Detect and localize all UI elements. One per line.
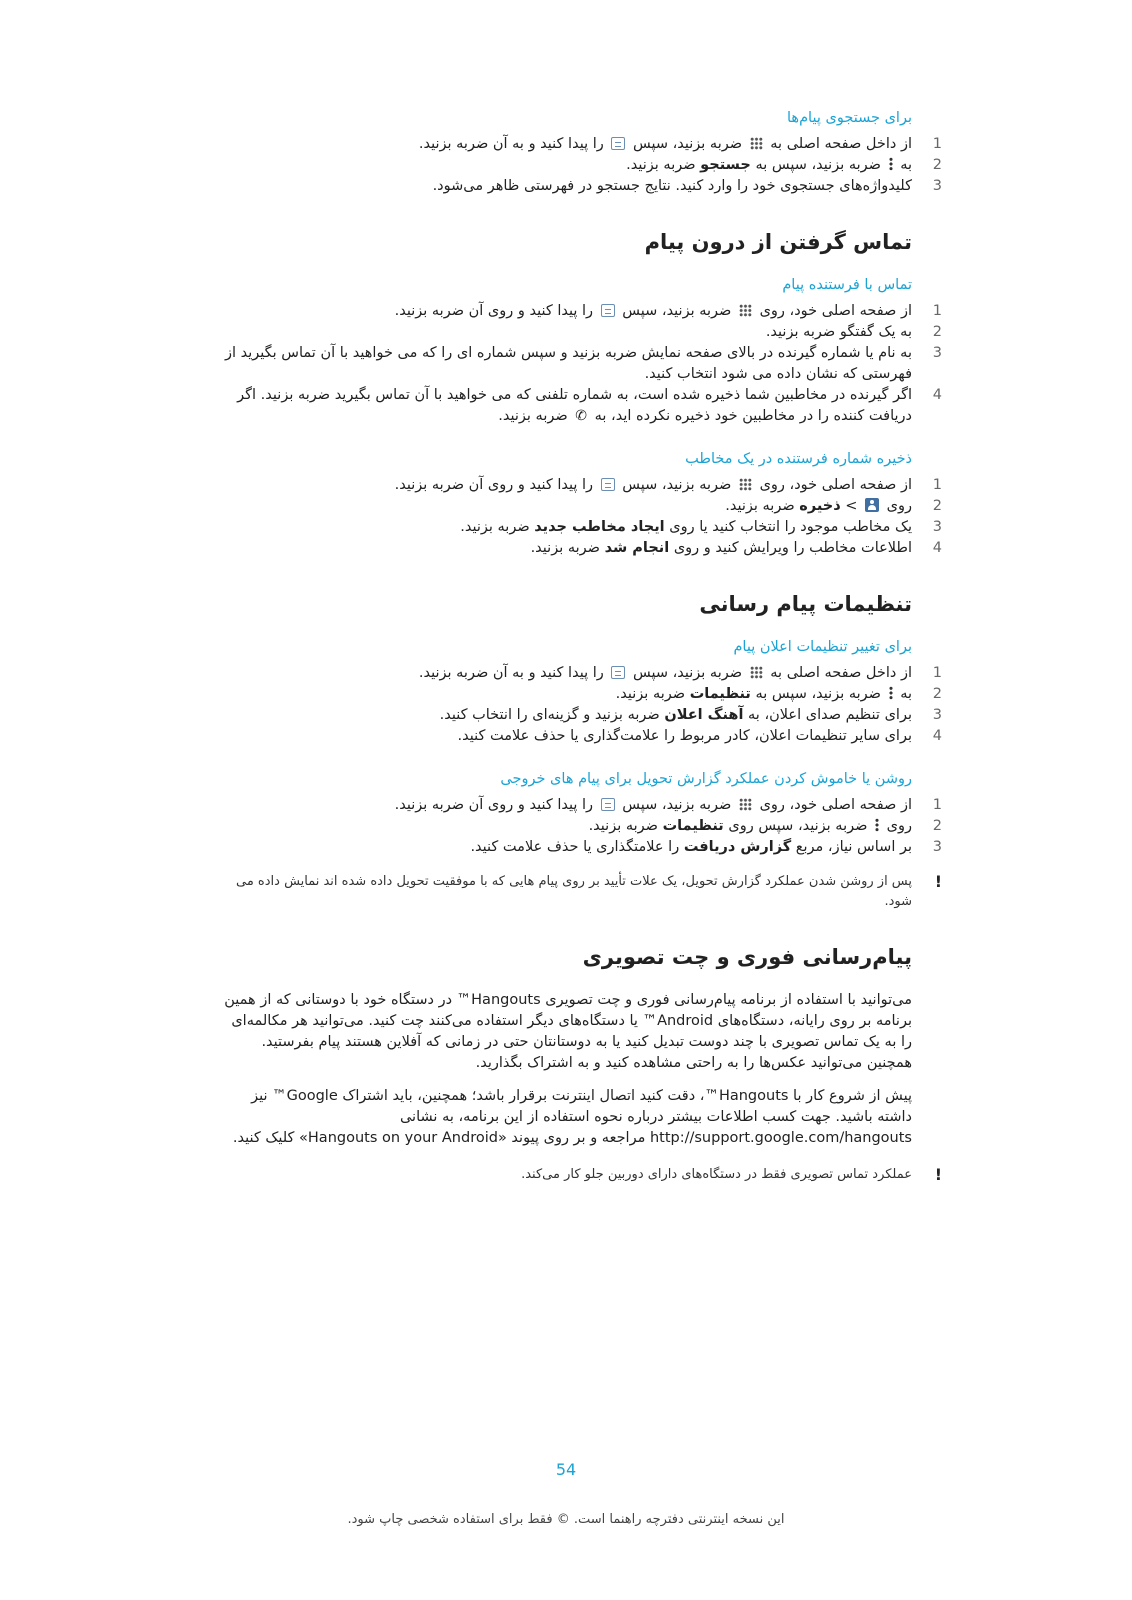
step-text: ضربه بزنید، سپس	[632, 136, 743, 152]
step-text: ضربه بزنید، سپس	[622, 477, 732, 493]
step-number: 3	[932, 707, 942, 723]
apps-grid-icon	[750, 666, 763, 679]
step-text: ضربه بزنید، سپس	[632, 665, 743, 681]
step-bold-term: گزارش دریافت	[683, 839, 792, 855]
step-text: را پیدا کنید و روی آن ضربه بزنید.	[394, 797, 594, 813]
note-delivery-report	[222, 872, 942, 912]
step-text: ضربه بزنید، سپس به	[755, 686, 881, 702]
step	[222, 385, 942, 427]
step-text: به	[900, 686, 912, 702]
subheading-call-sender: تماس با فرستنده پیام	[782, 277, 912, 293]
step-text: اگر گیرنده در مخاطبین شما ذخیره شده است، به شماره تلفنی که می خواهید با آن تماس بگیرید ضربه بزنید. اگر دریافت کننده را در مخاطبین خود ذخیره نکرده اید، به	[237, 387, 912, 424]
step-text: ضربه بزنید.	[615, 686, 686, 702]
footer-disclaimer: این نسخه اینترنتی دفترچه راهنما است. © فقط برای استفاده شخصی چاپ شود.	[347, 1512, 785, 1527]
step-bold-term: انجام شد	[604, 540, 670, 556]
step-number: 1	[932, 797, 942, 813]
step-number: 2	[932, 686, 942, 702]
step-number: 1	[932, 136, 942, 152]
step-number: 4	[932, 387, 942, 403]
messaging-app-icon	[611, 137, 625, 150]
heading-call-from-message: تماس گرفتن از درون پیام	[644, 230, 912, 254]
step-text: ضربه بزنید.	[626, 157, 696, 173]
step-text: ضربه بزنید، سپس به	[755, 157, 881, 173]
step-bold-term: ذخیره	[799, 498, 841, 514]
subheading-notification-settings: برای تغییر تنظیمات اعلان پیام	[733, 639, 912, 655]
step-text: ضربه بزنید، سپس	[622, 797, 732, 813]
step-text: روی	[886, 498, 912, 514]
step-bold-term: تنظیمات	[689, 686, 751, 702]
step-number: 4	[932, 728, 942, 744]
steps-delivery-report	[222, 795, 942, 858]
step-text: را پیدا کنید و روی آن ضربه بزنید.	[394, 303, 594, 319]
step-number: 2	[932, 818, 942, 834]
step-number: 1	[932, 665, 942, 681]
messaging-app-icon	[611, 666, 625, 679]
step-text: ضربه بزنید.	[498, 408, 568, 424]
step-number: 3	[932, 519, 942, 535]
apps-grid-icon	[739, 478, 752, 491]
step	[222, 517, 942, 538]
step	[222, 176, 942, 197]
apps-grid-icon	[739, 304, 752, 317]
steps-search-messages	[222, 134, 942, 197]
step-text: را پیدا کنید و به آن ضربه بزنید.	[418, 665, 604, 681]
subheading-save-sender: ذخیره شماره فرستنده در یک مخاطب	[685, 451, 912, 467]
step-text: بر اساس نیاز، مربع	[795, 839, 912, 855]
step	[222, 343, 942, 385]
step-text: ضربه بزنید.	[530, 540, 600, 556]
note-text: عملکرد تماس تصویری فقط در دستگاه‌های دارای دوربین جلو کار می‌کند.	[521, 1167, 912, 1182]
step	[222, 475, 942, 496]
step	[222, 155, 942, 176]
step-text: را پیدا کنید و روی آن ضربه بزنید.	[394, 477, 594, 493]
step-number: 4	[932, 540, 942, 556]
step-text: را پیدا کنید و به آن ضربه بزنید.	[418, 136, 604, 152]
heading-instant-messaging: پیام‌رسانی فوری و چت تصویری	[582, 945, 912, 969]
messaging-app-icon	[601, 304, 615, 317]
page-number: 54	[555, 1460, 577, 1479]
step-text: از داخل صفحه اصلی به	[770, 665, 912, 681]
step	[222, 322, 942, 343]
step-text: برای تنظیم صدای اعلان، به	[748, 707, 912, 723]
apps-grid-icon	[750, 137, 763, 150]
step-text: روی	[886, 818, 912, 834]
step-text: ضربه بزنید، سپس روی	[728, 818, 868, 834]
document-page	[222, 108, 942, 1185]
step	[222, 134, 942, 155]
step-text: ضربه بزنید.	[460, 519, 530, 535]
step-number: 3	[932, 839, 942, 855]
step-text: >	[845, 498, 858, 514]
steps-call-sender	[222, 301, 942, 427]
apps-grid-icon	[739, 798, 752, 811]
note-video-call	[222, 1165, 942, 1185]
step-bold-term: جستجو	[700, 157, 751, 173]
step-text: برای سایر تنظیمات اعلان، کادر مربوط را علامت‌گذاری یا حذف علامت کنید.	[457, 728, 912, 744]
steps-save-sender	[222, 475, 942, 559]
step	[222, 795, 942, 816]
step-number: 2	[932, 157, 942, 173]
step-text: یک مخاطب موجود را انتخاب کنید یا روی	[669, 519, 912, 535]
step	[222, 705, 942, 726]
step-text: کلیدواژه‌های جستجوی خود را وارد کنید. نتایج جستجو در فهرستی ظاهر می‌شود.	[432, 178, 912, 194]
paragraph-hangouts-intro: می‌توانید با استفاده از برنامه پیام‌رسانی فوری و چت تصویری Hangouts™ در دستگاه خود با دوستانی که از همین برنامه بر روی رایانه، دستگاه‌های Android™ یا دستگاه‌های دیگر استفاده می‌کنند چت کنید. می‌توانید هر مکالمه‌ای را به یک تماس تصویری با چند دوست تبدیل کنید یا به دوستانتان حتی در زمانی که آفلاین هستند پیام بفرستید. همچنین می‌توانید عکس‌ها را به راحتی مشاهده کنید و به اشتراک بگذارید.	[224, 992, 912, 1071]
step	[222, 301, 942, 322]
step-text: ضربه بزنید، سپس	[622, 303, 732, 319]
step-number: 2	[932, 324, 942, 340]
step-text: ضربه بزنید.	[725, 498, 795, 514]
phone-icon: ✆	[575, 408, 588, 424]
step-number: 1	[932, 303, 942, 319]
step	[222, 496, 942, 517]
note-text: پس از روشن شدن عملکرد گزارش تحویل، یک علات تأیید بر روی پیام هایی که با موفقیت تحویل داده شده اند نمایش داده می شود.	[236, 874, 912, 909]
step-number: 3	[932, 345, 942, 361]
exclamation-icon: !	[934, 872, 942, 891]
steps-notification-settings	[222, 663, 942, 747]
paragraph-hangouts-setup: پیش از شروع کار با Hangouts™، دقت کنید اتصال اینترنت برقرار باشد؛ همچنین، باید اشتراک Google™ نیز داشته باشید. جهت کسب اطلاعات بیشتر درباره نحوه استفاده از این برنامه، به نشانی http://support.google.com/hangouts مراجعه و بر روی پیوند «Hangouts on your Android» کلیک کنید.	[232, 1088, 912, 1146]
step-bold-term: آهنگ اعلان	[664, 707, 744, 723]
exclamation-icon: !	[934, 1165, 942, 1184]
add-contact-icon	[865, 498, 879, 512]
step	[222, 726, 942, 747]
step-text: به یک گفتگو ضربه بزنید.	[765, 324, 912, 340]
step-text: اطلاعات مخاطب را ویرایش کنید و روی	[673, 540, 912, 556]
step-text: ضربه بزنید و گزینه‌ای را انتخاب کنید.	[439, 707, 660, 723]
step-text: از صفحه اصلی خود، روی	[759, 477, 912, 493]
messaging-app-icon	[601, 478, 615, 491]
step	[222, 538, 942, 559]
step-text: از صفحه اصلی خود، روی	[759, 303, 912, 319]
step-number: 3	[932, 178, 942, 194]
step	[222, 837, 942, 858]
step-text: را علامتگذاری یا حذف علامت کنید.	[470, 839, 680, 855]
messaging-app-icon	[601, 798, 615, 811]
step	[222, 663, 942, 684]
overflow-menu-icon	[889, 686, 893, 700]
subheading-search-messages: برای جستجوی پیام‌ها	[787, 110, 912, 126]
step-text: از صفحه اصلی خود، روی	[759, 797, 912, 813]
step-number: 2	[932, 498, 942, 514]
step-text: به	[900, 157, 912, 173]
step-text: به نام یا شماره گیرنده در بالای صفحه نمایش ضربه بزنید و سپس شماره ای را که می خواهید با آن تماس بگیرید از فهرستی که نشان داده می شود انتخاب کنید.	[224, 345, 912, 382]
step-text: از داخل صفحه اصلی به	[770, 136, 912, 152]
step	[222, 684, 942, 705]
step	[222, 816, 942, 837]
step-text: ضربه بزنید.	[588, 818, 658, 834]
step-bold-term: ایجاد مخاطب جدید	[534, 519, 665, 535]
overflow-menu-icon	[875, 818, 879, 832]
step-number: 1	[932, 477, 942, 493]
subheading-delivery-report: روشن یا خاموش کردن عملکرد گزارش تحویل برای پیام های خروجی	[500, 771, 912, 787]
step-bold-term: تنظیمات	[662, 818, 724, 834]
heading-messaging-settings: تنظیمات پیام رسانی	[699, 592, 912, 616]
overflow-menu-icon	[889, 157, 893, 171]
